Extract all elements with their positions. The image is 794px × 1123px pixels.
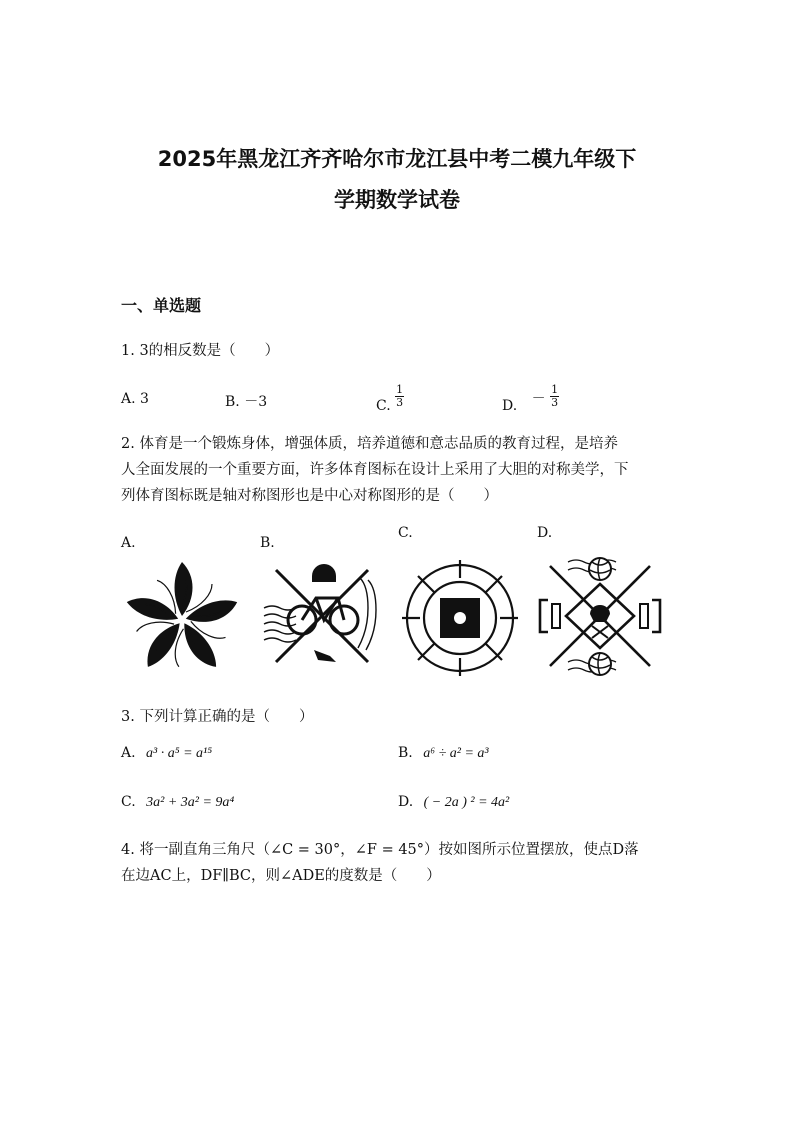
paper-title-line2: 学期数学试卷 — [334, 188, 460, 212]
q3-option-c-label: C. — [121, 794, 136, 810]
question-2-stem — [121, 431, 681, 509]
q1-c-denominator: 3 — [396, 396, 404, 409]
q3-option-c — [121, 794, 234, 811]
q3-option-d — [398, 794, 509, 811]
q2-option-d-label: D. — [537, 525, 553, 541]
q3-option-d-label: D. — [398, 794, 414, 810]
question-1-stem: 1. 3的相反数是（ ） — [121, 343, 280, 359]
leaf-4 — [139, 617, 185, 671]
volleyball-bottom — [589, 653, 611, 675]
left-bracket — [540, 600, 548, 632]
q3-option-b-label: B. — [398, 745, 413, 761]
q2-stem-line3: 列体育图标既是轴对称图形也是中心对称图形的是（ ） — [121, 488, 498, 504]
q2-figure-c-target — [400, 558, 520, 678]
q2-stem-line2: 人全面发展的一个重要方面，许多体育图标在设计上采用了大胆的对称美学，下 — [121, 462, 629, 478]
helmet — [312, 564, 336, 582]
q3-option-a — [121, 745, 212, 762]
q1-d-numerator: 1 — [551, 383, 559, 396]
q2-figure-b-bicycle — [262, 558, 382, 676]
q3-option-a-expr: a³ · a⁵ = a¹⁵ — [146, 746, 213, 761]
right-bracket — [652, 600, 660, 632]
q1-option-d-sign: － — [531, 391, 546, 407]
q2-option-a-label: A. — [121, 535, 136, 551]
leaf-1 — [175, 562, 193, 616]
question-4-stem — [121, 837, 691, 889]
q2-stem-line1: 2. 体育是一个锻炼身体，增强体质，培养道德和意志品质的教育过程，是培养 — [121, 436, 618, 452]
q1-option-d — [502, 384, 559, 414]
q2-option-c-label: C. — [398, 525, 413, 541]
q1-option-c — [376, 384, 404, 414]
q1-option-c-label: C. — [376, 398, 391, 414]
leaf-5 — [125, 592, 182, 626]
q4-stem-line2: 在边AC上，DF∥BC，则∠ADE的度数是（ ） — [121, 868, 441, 884]
leaf-3 — [176, 619, 222, 673]
q1-option-a: A. 3 — [121, 391, 149, 407]
q1-option-d-label: D. — [502, 398, 518, 414]
question-3-stem: 3. 下列计算正确的是（ ） — [121, 709, 314, 725]
section-heading: 一、单选题 — [121, 296, 202, 315]
q3-option-b-expr: a⁶ ÷ a² = a³ — [423, 746, 489, 761]
q2-figure-a-pinwheel — [121, 558, 243, 676]
q4-stem-line1: 4. 将一副直角三角尺（∠C = 30°，∠F = 45°）按如图所示位置摆放，使点D落 — [121, 842, 639, 858]
paper-title-line1: 2025年黑龙江齐齐哈尔市龙江县中考二模九年级下 — [157, 147, 637, 171]
q3-option-b — [398, 745, 489, 762]
q1-option-b: B. －3 — [225, 394, 268, 410]
q2-figure-d-volleyball — [538, 556, 662, 678]
q1-c-numerator: 1 — [396, 383, 404, 396]
q2-option-b-label: B. — [260, 535, 275, 551]
q3-option-c-expr: 3a² + 3a² = 9a⁴ — [146, 795, 235, 810]
q3-option-d-expr: ( − 2a ) ² = 4a² — [423, 795, 510, 810]
q1-option-c-fraction — [395, 384, 404, 409]
center-dot — [454, 612, 466, 624]
q1-option-d-fraction — [550, 384, 559, 409]
q1-d-denominator: 3 — [551, 396, 559, 409]
q3-option-a-label: A. — [121, 745, 136, 761]
player-arms — [592, 626, 608, 638]
shoe — [314, 650, 336, 662]
volleyball-top — [589, 558, 611, 580]
